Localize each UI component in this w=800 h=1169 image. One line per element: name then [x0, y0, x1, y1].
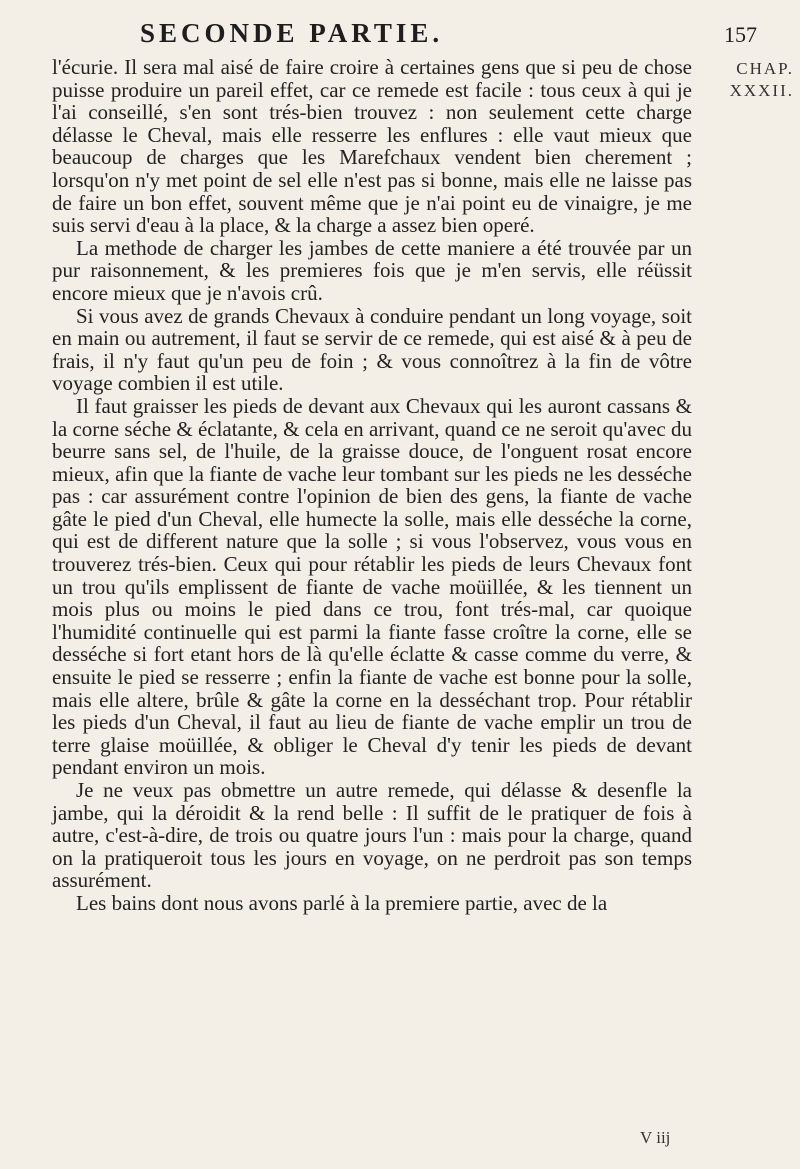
page-number: 157	[724, 22, 757, 47]
paragraph: Il faut graisser les pieds de devant aux Chevaux qui les auront cassans & la corne séche & éclatante, & cela en arrivant, quand ce ne seroit qu'avec du beurre sans sel, de l'huile, de la graisse douce, de l'onguent rosat encore mieux, afin que la fiante de vache leur tombant sur les pieds ne les desséche pas : car assurément contre l'opinion de bien des gens, la fiante de vache gâte le pied d'un Cheval, elle humecte la solle, mais elle desséche la corne, qui est de different nature que la solle ; si vous l'observez, vous vous en trouverez trés-bien. Ceux qui pour rétablir les pieds de leurs Chevaux font un trou qu'ils emplissent de fiante de vache moüillée, & les tiennent un mois plus ou moins le pied dans ce trou, font trés-mal, car quoique l'humidité continuelle qui est parmi la fiante fasse croître la corne, elle se desséche si fort etant hors de là qu'elle éclatte & casse comme du verre, & ensuite le pied se resserre ; enfin la fiante de vache est bonne pour la solle, mais elle altere, brûle & gâte la corne en la desséchant trop. Pour rétablir les pieds d'un Cheval, il faut au lieu de fiante de vache emplir un trou de terre glaise moüillée, & obliger le Cheval d'y tenir les pieds de devant pendant environ un mois.	[52, 393, 692, 780]
paragraph: Les bains dont nous avons parlé à la premiere partie, avec de la	[76, 890, 608, 915]
paragraph: Si vous avez de grands Chevaux à conduire pendant un long voyage, soit en main ou autrement, il faut se servir de ce remede, qui est aisé & à peu de frais, il n'y faut qu'un peu de foin ; & vous connoîtrez à la fin de vôtre voyage combien il est utile.	[52, 303, 692, 396]
signature-mark: V iij	[640, 1128, 671, 1147]
chapter-number: XXXII.	[729, 81, 794, 100]
chapter-label: CHAP.	[736, 59, 794, 78]
paragraph: l'écurie. Il sera mal aisé de faire croire à certaines gens que si peu de chose puisse produire un pareil effet, car ce remede est facile : tous ceux à qui je l'ai conseillé, s'en sont trés-bien trouvez : non seulement cette charge délasse le Cheval, mais elle resserre les enflures : elle vaut mieux que beaucoup de charges que les Marefchaux vendent bien cherement ; lorsqu'on n'y met point de sel elle n'est pas si bonne, mais elle ne laisse pas de faire un bon effet, souvent même que je n'ai point eu de vinaigre, je me suis servi d'eau à la place, & la charge a assez bien operé.	[52, 55, 692, 238]
body-text	[52, 56, 692, 915]
chapter-margin-note	[676, 58, 794, 102]
paragraph: La methode de charger les jambes de cette maniere a été trouvée par un pur raisonnement, & les premieres fois que je m'en servis, elle réüssit encore mieux que je n'avois crû.	[52, 235, 692, 305]
paragraph: Je ne veux pas obmettre un autre remede, qui délasse & desenfle la jambe, qui la déroidit & la rend belle : Il suffit de le pratiquer de fois à autre, c'est-à-dire, de trois ou quatre jours l'un : mais pour la charge, quand on la pratiqueroit tous les jours en voyage, on ne perdroit pas son temps assurément.	[52, 778, 692, 893]
running-title: SECONDE PARTIE.	[140, 18, 444, 48]
